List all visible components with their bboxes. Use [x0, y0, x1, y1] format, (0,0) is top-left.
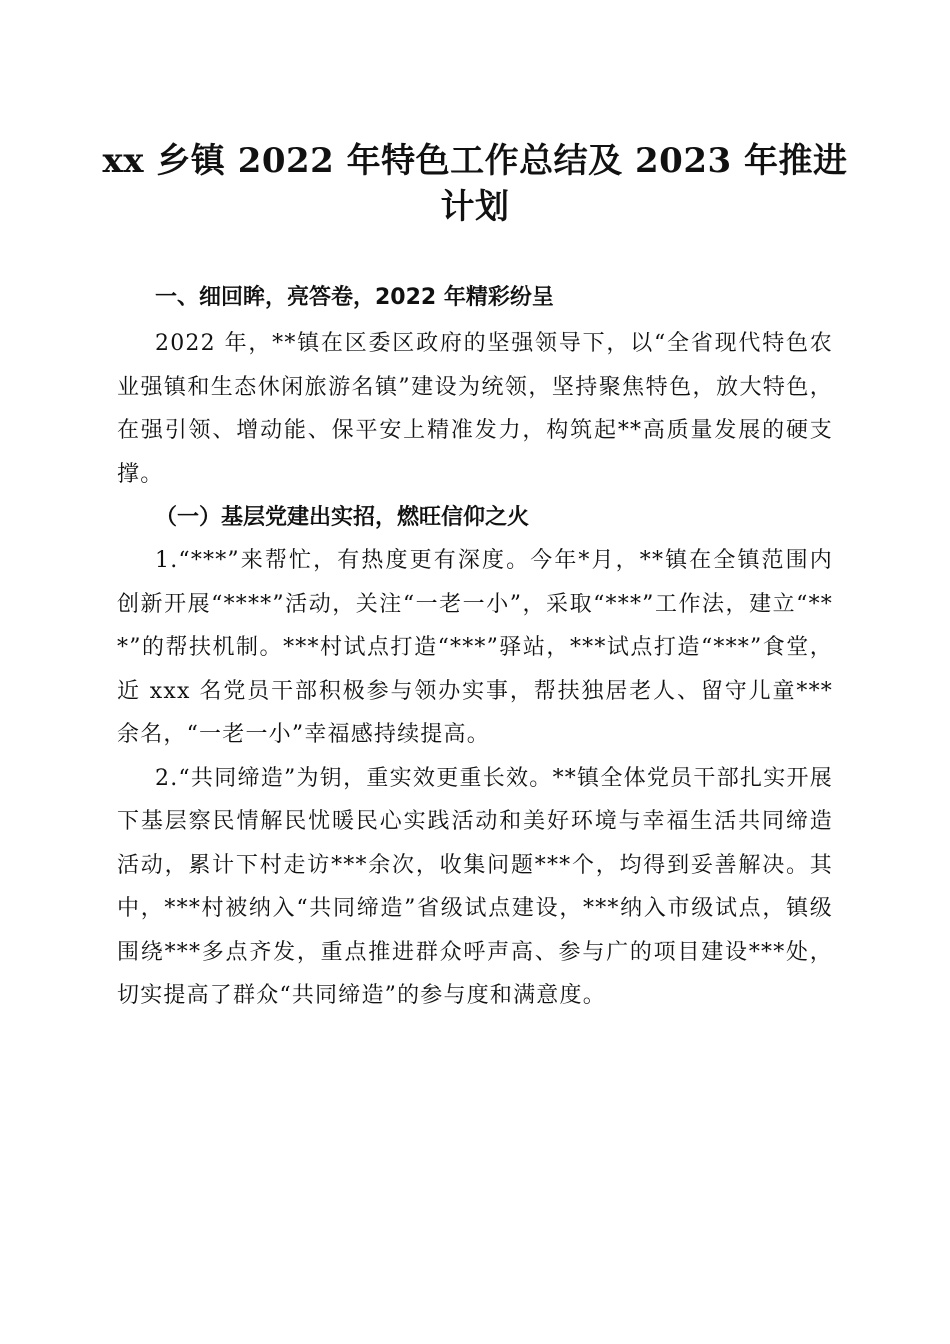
document-title: xx 乡镇 2022 年特色工作总结及 2023 年推进计划 — [102, 141, 848, 227]
section-heading-1: 一、细回眸，亮答卷，2022 年精彩纷呈 — [155, 285, 554, 310]
subsection-heading-1: （一）基层党建出实招，燃旺信仰之火 — [155, 504, 530, 530]
item-2-paragraph: 2.“共同缔造”为钥，重实效更重长效。**镇全体党员干部扎实开展下基层察民情解民忧暖民心实践活动和美好环境与幸福生活共同缔造活动，累计下村走访***余次，收集问题***个，均得到妥善解决。其中，***村被纳入“共同缔造”省级试点建设，***纳入市级试点，镇级围绕***多点齐发，重点推进群众呼声高、参与广的项目建设***处，切实提高了群众“共同缔造”的参与度和满意度。 — [117, 765, 833, 1008]
document-body — [117, 282, 833, 1018]
intro-paragraph: 2022 年，**镇在区委区政府的坚强领导下，以“全省现代特色农业强镇和生态休闲旅游名镇”建设为统领，坚持聚焦特色，放大特色，在强引领、增动能、保平安上精准发力，构筑起**高质量发展的硬支撑。 — [117, 331, 833, 487]
item-1-paragraph: 1.“***”来帮忙，有热度更有深度。今年*月，**镇在全镇范围内创新开展“****”活动，关注“一老一小”，采取“***”工作法，建立“***”的帮扶机制。***村试点打造“***”驿站，***试点打造“***”食堂，近 xxx 名党员干部积极参与领办实事，帮扶独居老人、留守儿童***余名，“一老一小”幸福感持续提高。 — [117, 548, 833, 747]
